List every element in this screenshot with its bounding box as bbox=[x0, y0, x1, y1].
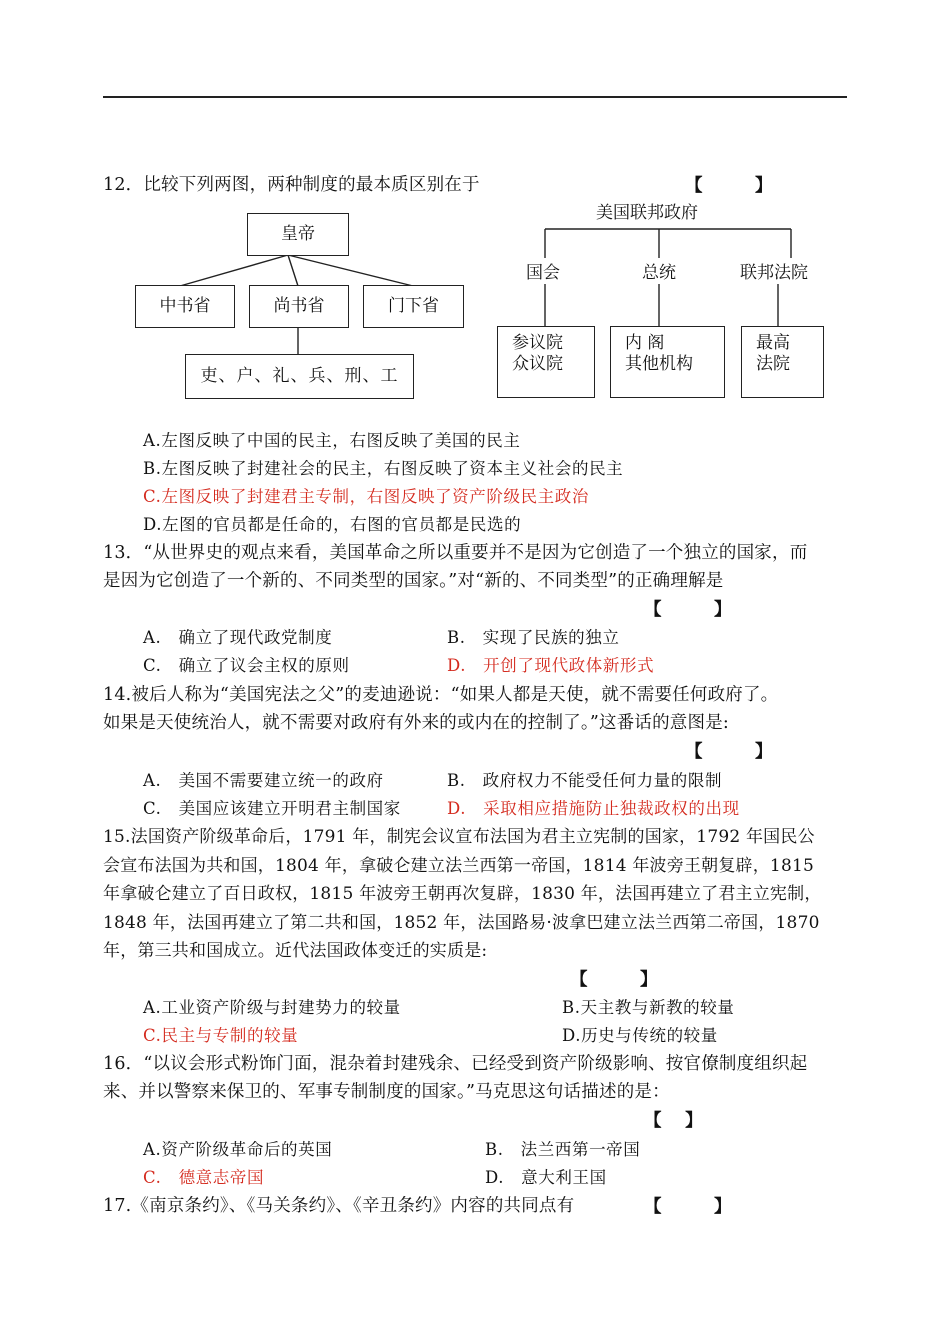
q13-answer-bracket: 【 】 bbox=[644, 600, 732, 620]
diagram-box-line: 内 阁 bbox=[625, 333, 665, 353]
q16-stem-line: 来、并以警察来保卫的、军事专制制度的国家。”马克思这句话描述的是： bbox=[103, 1082, 670, 1102]
diagram-box-line: 众议院 bbox=[512, 354, 563, 374]
q16-option-b: B. 法兰西第一帝国 bbox=[485, 1140, 641, 1159]
q16-option-a: A.资产阶级革命后的英国 bbox=[143, 1140, 333, 1159]
q12-option-b: B.左图反映了封建社会的民主，右图反映了资本主义社会的民主 bbox=[143, 459, 624, 478]
q12-option-c: C.左图反映了封建君主专制，右图反映了资产阶级民主政治 bbox=[143, 487, 589, 506]
diagram-box-line: 最高 bbox=[756, 333, 790, 353]
diagram-label-congress: 国会 bbox=[526, 263, 560, 283]
q13-stem-line: 是因为它创造了一个新的、不同类型的国家。”对“新的、不同类型”的正确理解是 bbox=[103, 571, 724, 591]
diagram-box-senate-house bbox=[497, 326, 595, 398]
diagram-box-emperor: 皇帝 bbox=[247, 213, 349, 256]
diagram-box-menxia: 门下省 bbox=[363, 285, 464, 328]
diagram-box-cabinet bbox=[610, 326, 725, 398]
q13-stem-line: 13．“从世界史的观点来看，美国革命之所以重要并不是因为它创造了一个独立的国家，而 bbox=[103, 543, 808, 563]
q15-stem-line: 15.法国资产阶级革命后，1791 年，制宪会议宣布法国为君主立宪制的国家，1792 年国民公 bbox=[103, 827, 815, 847]
q13-option-d: D. 开创了现代政体新形式 bbox=[447, 656, 655, 675]
q12-option-a: A.左图反映了中国的民主，右图反映了美国的民主 bbox=[143, 431, 521, 450]
diagram-box-zhongshu: 中书省 bbox=[135, 285, 235, 328]
diagram-box-line: 其他机构 bbox=[625, 354, 693, 374]
q16-option-d: D. 意大利王国 bbox=[485, 1168, 607, 1187]
q15-stem-line: 年拿破仑建立了百日政权，1815 年波旁王朝再次复辟，1830 年，法国再建立了君主立宪制， bbox=[103, 884, 822, 904]
q17-stem: 17.《南京条约》、《马关条约》、《辛丑条约》内容的共同点有 bbox=[103, 1196, 575, 1216]
q14-option-d: D. 采取相应措施防止独裁政权的出现 bbox=[447, 799, 740, 818]
q13-option-b: B. 实现了民族的独立 bbox=[447, 628, 620, 647]
diagram-box-line: 参议院 bbox=[512, 333, 563, 353]
diagram-label-president: 总统 bbox=[642, 263, 676, 283]
q14-stem-line: 14.被后人称为“美国宪法之父”的麦迪逊说：“如果人都是天使，就不需要任何政府了。 bbox=[103, 685, 779, 705]
q14-option-b: B. 政府权力不能受任何力量的限制 bbox=[447, 771, 723, 790]
q15-option-b: B.天主教与新教的较量 bbox=[562, 998, 735, 1017]
q15-option-d: D.历史与传统的较量 bbox=[562, 1026, 718, 1045]
q16-stem-line: 16．“以议会形式粉饰门面，混杂着封建残余、已经受到资产阶级影响、按官僚制度组织起 bbox=[103, 1054, 808, 1074]
q13-option-c: C. 确立了议会主权的原则 bbox=[143, 656, 350, 675]
q14-stem-line: 如果是天使统治人，就不需要对政府有外来的或内在的控制了。”这番话的意图是: bbox=[103, 713, 729, 733]
diagram-box-shangshu: 尚书省 bbox=[249, 285, 349, 328]
q14-option-a: A. 美国不需要建立统一的政府 bbox=[143, 771, 384, 790]
diagram-label-federal-court: 联邦法院 bbox=[740, 263, 808, 283]
diagram-box-line: 法院 bbox=[756, 354, 790, 374]
q14-answer-bracket: 【 】 bbox=[685, 742, 773, 762]
q13-option-a: A. 确立了现代政党制度 bbox=[143, 628, 333, 647]
diagram-box-six-ministries: 吏、户、礼、兵、刑、工 bbox=[185, 354, 414, 399]
q16-answer-bracket: 【 】 bbox=[644, 1111, 703, 1131]
q15-option-c: C.民主与专制的较量 bbox=[143, 1026, 299, 1045]
q17-answer-bracket: 【 】 bbox=[644, 1197, 732, 1217]
diagram-label-us-government: 美国联邦政府 bbox=[596, 203, 698, 223]
q12-stem: 12．比较下列两图，两种制度的最本质区别在于 bbox=[103, 175, 480, 195]
q15-option-a: A.工业资产阶级与封建势力的较量 bbox=[143, 998, 401, 1017]
q12-option-d: D.左图的官员都是任命的，右图的官员都是民选的 bbox=[143, 515, 522, 534]
q15-stem-line: 会宣布法国为共和国，1804 年，拿破仑建立法兰西第一帝国，1814 年波旁王朝复辟，1815 bbox=[103, 856, 814, 876]
q15-stem-line: 年，第三共和国成立。近代法国政体变迁的实质是: bbox=[103, 941, 488, 961]
q16-option-c: C. 德意志帝国 bbox=[143, 1168, 265, 1187]
q15-answer-bracket: 【 】 bbox=[570, 970, 658, 990]
q14-option-c: C. 美国应该建立开明君主制国家 bbox=[143, 799, 401, 818]
q12-answer-bracket: 【 】 bbox=[685, 176, 773, 196]
q15-stem-line: 1848 年，法国再建立了第二共和国，1852 年，法国路易·波拿巴建立法兰西第二帝国，1870 bbox=[103, 913, 820, 933]
diagram-box-supreme-court bbox=[741, 326, 824, 398]
